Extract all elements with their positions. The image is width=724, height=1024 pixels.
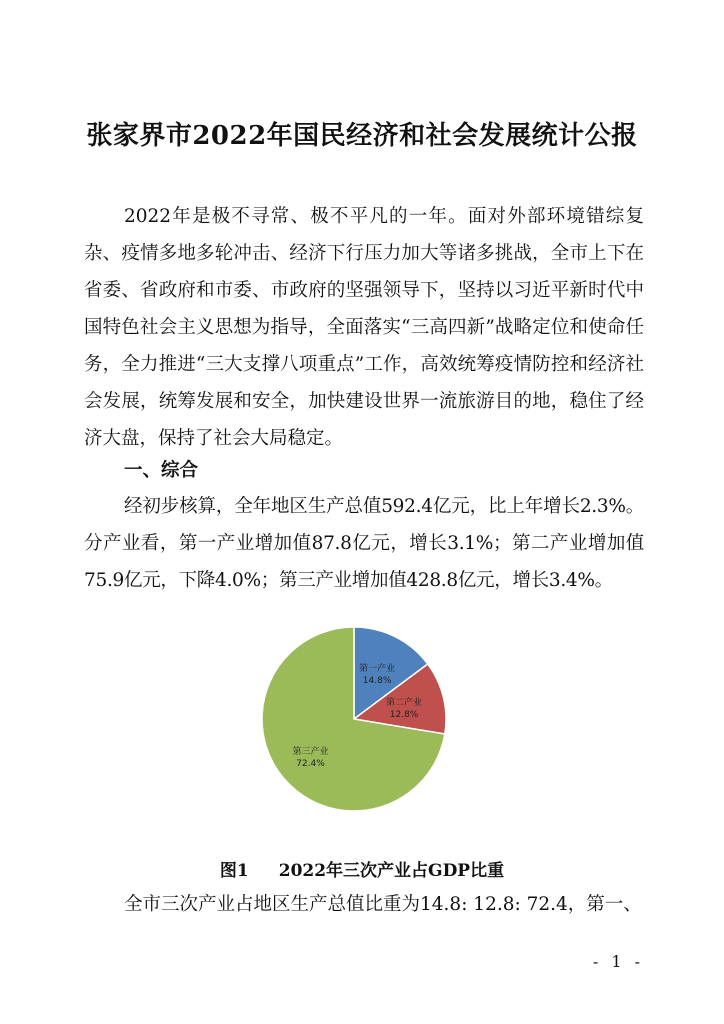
pie-label-secondary-industry: 第二产业 [386, 697, 423, 708]
page-title: 张家界市2022年国民经济和社会发展统计公报 [86, 121, 638, 151]
pie-value-tertiary-industry: 72.4% [296, 758, 325, 769]
figure-number: 图1 [219, 861, 249, 881]
section-heading: 一、综合 [124, 460, 199, 481]
figure-caption [0, 858, 724, 884]
pie-label-tertiary-industry: 第三产业 [292, 746, 329, 757]
gdp-pie-chart [240, 615, 470, 825]
pie-value-secondary-industry: 12.8% [389, 709, 419, 720]
intro-paragraph: 2022年是极不寻常、极不平凡的一年。面对外部环境错综复杂、疫情多地多轮冲击、经济下行压力加大等诸多挑战，全市上下在省委、省政府和市委、市政府的坚强领导下，坚持以习近平新时代中国特色社会主义思想为指导，全面落实“三高四新”战略定位和使命任务，全力推进“三大支撑八项重点”工作，高效统筹疫情防控和经济社会发展，统筹发展和安全，加快建设世界一流旅游目的地，稳住了经济大盘，保持了社会大局稳定。 [84, 206, 644, 449]
ratio-paragraph: 全市三次产业占地区生产总值比重为14.8: 12.8: 72.4，第一、 [124, 894, 642, 915]
page-number: - 1 - [592, 952, 644, 971]
pie-label-primary-industry: 第一产业 [359, 663, 396, 674]
pie-chart-svg [240, 615, 470, 825]
figure-title: 2022年三次产业占GDP比重 [278, 861, 505, 881]
pie-value-primary-industry: 14.8% [362, 675, 392, 686]
summary-paragraph: 经初步核算，全年地区生产总值592.4亿元，比上年增长2.3%。分产业看，第一产业增加值87.8亿元，增长3.1%；第二产业增加值75.9亿元，下降4.0%；第三产业增加值428.8亿元，增长3.4%。 [84, 496, 644, 591]
